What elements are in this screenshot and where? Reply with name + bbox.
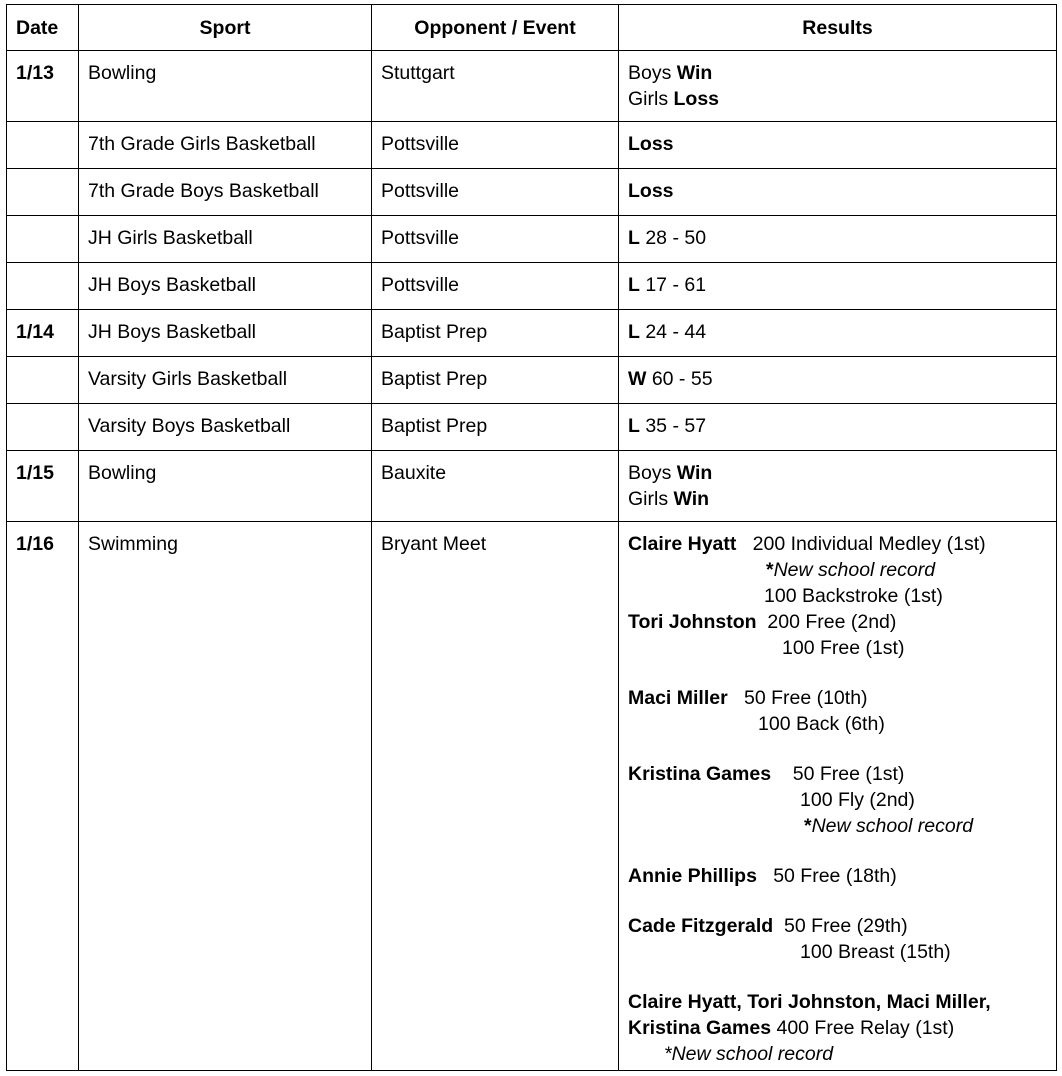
- result-outcome: W: [628, 368, 647, 390]
- swim-event: 100 Fly (2nd): [800, 789, 915, 811]
- swimmer-name: Tori Johnston: [628, 611, 757, 633]
- table-row: [7, 263, 1057, 310]
- sport-cell: Bowling: [79, 451, 372, 522]
- date-cell: [7, 263, 79, 310]
- swim-event: 50 Free (29th): [784, 915, 908, 937]
- sport-cell: 7th Grade Boys Basketball: [79, 169, 372, 216]
- swim-event: 50 Free (18th): [773, 865, 897, 887]
- result-outcome: Win: [676, 462, 713, 484]
- result-line: [628, 460, 1047, 486]
- date-cell: [7, 122, 79, 169]
- relay-names: [628, 989, 1047, 1015]
- record-note: [628, 557, 1047, 583]
- result-score: 24 - 44: [639, 321, 707, 343]
- swim-event: 400 Free Relay (1st): [771, 1017, 955, 1039]
- result-team: Girls: [628, 488, 674, 510]
- header-row: [7, 5, 1057, 51]
- date-cell: [7, 357, 79, 404]
- result-line: [628, 86, 1047, 112]
- record-star: *: [766, 559, 774, 581]
- date-cell: 1/13: [7, 51, 79, 122]
- results-cell: [619, 357, 1057, 404]
- result-outcome: Win: [673, 488, 710, 510]
- swimmer-line: [628, 761, 1047, 787]
- swim-event: 200 Free (2nd): [767, 611, 897, 633]
- swimmer-name: Claire Hyatt: [628, 533, 737, 555]
- swim-event: 200 Individual Medley (1st): [752, 533, 986, 555]
- record-text: New school record: [811, 815, 974, 837]
- swim-event: 100 Free (1st): [782, 637, 905, 659]
- result-outcome: L: [628, 321, 640, 343]
- date-cell: 1/14: [7, 310, 79, 357]
- result-score: 60 - 55: [646, 368, 713, 390]
- result-outcome: L: [628, 274, 640, 296]
- table-row: [7, 357, 1057, 404]
- table-row: [7, 404, 1057, 451]
- opponent-cell: Pottsville: [372, 122, 619, 169]
- result-score: 28 - 50: [639, 227, 707, 249]
- table-row: [7, 216, 1057, 263]
- header-sport: Sport: [79, 5, 372, 51]
- results-cell: [619, 310, 1057, 357]
- relay-line: [628, 1015, 1047, 1041]
- opponent-cell: Pottsville: [372, 216, 619, 263]
- result-line: [628, 60, 1047, 86]
- table-row: [7, 451, 1057, 522]
- date-cell: [7, 404, 79, 451]
- opponent-cell: Stuttgart: [372, 51, 619, 122]
- result-outcome: Win: [676, 62, 713, 84]
- result-team: Boys: [628, 62, 677, 84]
- opponent-cell: Pottsville: [372, 169, 619, 216]
- results-cell: [619, 122, 1057, 169]
- results-cell: [619, 451, 1057, 522]
- opponent-cell: Baptist Prep: [372, 404, 619, 451]
- header-results: Results: [619, 5, 1057, 51]
- table-row: [7, 522, 1057, 1071]
- date-cell: 1/15: [7, 451, 79, 522]
- sport-cell: JH Boys Basketball: [79, 310, 372, 357]
- results-table: [6, 4, 1057, 1071]
- relay-swimmers: Kristina Games: [628, 1017, 772, 1039]
- swimmer-line: [628, 531, 1047, 557]
- results-cell: [619, 169, 1057, 216]
- sport-cell: JH Boys Basketball: [79, 263, 372, 310]
- swim-event: 50 Free (1st): [792, 763, 905, 785]
- result-score: 35 - 57: [639, 415, 707, 437]
- opponent-cell: Bauxite: [372, 451, 619, 522]
- table-row: [7, 51, 1057, 122]
- relay-swimmers: Claire Hyatt, Tori Johnston, Maci Miller,: [628, 991, 991, 1013]
- sport-cell: Swimming: [79, 522, 372, 1071]
- result-outcome: L: [628, 415, 640, 437]
- swimmer-line: [628, 913, 1047, 939]
- record-text: New school record: [773, 559, 936, 581]
- sport-cell: Varsity Girls Basketball: [79, 357, 372, 404]
- sport-cell: Bowling: [79, 51, 372, 122]
- swim-results-cell: [619, 522, 1057, 1071]
- swimmer-name: Cade Fitzgerald: [628, 915, 774, 937]
- opponent-cell: Pottsville: [372, 263, 619, 310]
- date-cell: [7, 169, 79, 216]
- swim-event: 100 Backstroke (1st): [764, 585, 943, 607]
- record-note: [628, 1041, 1047, 1067]
- header-opponent: Opponent / Event: [372, 5, 619, 51]
- record-star: *: [804, 815, 812, 837]
- result-outcome: Loss: [673, 88, 720, 110]
- sport-cell: 7th Grade Girls Basketball: [79, 122, 372, 169]
- result-score: 17 - 61: [639, 274, 707, 296]
- results-cell: [619, 404, 1057, 451]
- table-row: [7, 169, 1057, 216]
- result-outcome: Loss: [628, 180, 674, 202]
- swimmer-name: Annie Phillips: [628, 865, 757, 887]
- sport-cell: Varsity Boys Basketball: [79, 404, 372, 451]
- table-row: [7, 122, 1057, 169]
- result-outcome: Loss: [628, 133, 674, 155]
- result-outcome: L: [628, 227, 640, 249]
- swimmer-name: Maci Miller: [628, 687, 728, 709]
- swimmer-line: [628, 685, 1047, 711]
- swimmer-line: [628, 863, 1047, 889]
- results-cell: [619, 51, 1057, 122]
- date-cell: 1/16: [7, 522, 79, 1071]
- opponent-cell: Baptist Prep: [372, 310, 619, 357]
- swim-event: 50 Free (10th): [743, 687, 868, 709]
- swimmer-name: Kristina Games: [628, 763, 772, 785]
- results-cell: [619, 216, 1057, 263]
- result-team: Girls: [628, 88, 674, 110]
- swim-event: 100 Breast (15th): [800, 941, 951, 963]
- swim-event: 100 Back (6th): [758, 713, 885, 735]
- opponent-cell: Bryant Meet: [372, 522, 619, 1071]
- record-text: *New school record: [664, 1043, 834, 1065]
- swimmer-line: [628, 609, 1047, 635]
- result-line: [628, 486, 1047, 512]
- opponent-cell: Baptist Prep: [372, 357, 619, 404]
- table-row: [7, 310, 1057, 357]
- record-note: [628, 813, 1047, 839]
- header-date: Date: [7, 5, 79, 51]
- sport-cell: JH Girls Basketball: [79, 216, 372, 263]
- results-cell: [619, 263, 1057, 310]
- date-cell: [7, 216, 79, 263]
- result-team: Boys: [628, 462, 677, 484]
